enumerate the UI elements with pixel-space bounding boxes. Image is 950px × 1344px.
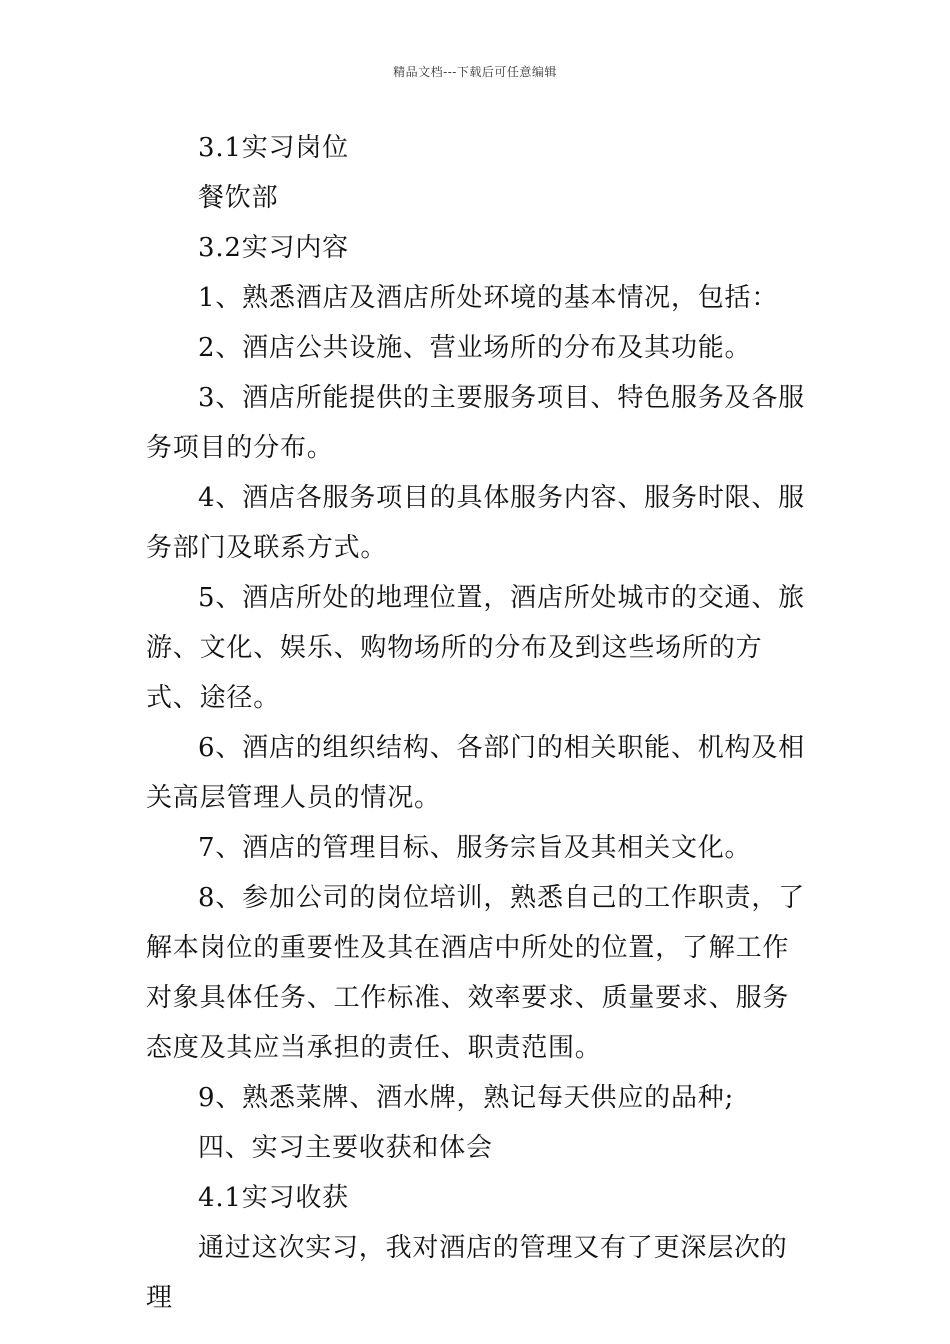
body-paragraph: 通过这次实习，我对酒店的管理又有了更深层次的理 <box>146 1233 788 1313</box>
list-item-3: 3、酒店所能提供的主要服务项目、特色服务及各服务项目的分布。 <box>146 383 805 463</box>
list-item-9: 9、熟悉菜牌、酒水牌，熟记每天供应的品种; <box>198 1083 735 1113</box>
list-item-1: 1、熟悉酒店及酒店所处环境的基本情况，包括： <box>198 283 779 313</box>
list-item-8: 8、参加公司的岗位培训，熟悉自己的工作职责，了解本岗位的重要性及其在酒店中所处的位置，了解工作对象具体任务、工作标准、效率要求、质量要求、服务态度及其应当承担的责任、职责范围。 <box>146 883 805 1063</box>
list-item-5: 5、酒店所处的地理位置，酒店所处城市的交通、旅游、文化、娱乐、购物场所的分布及到这些场所的方式、途径。 <box>146 583 805 713</box>
page-header: 精品文档---下载后可任意编辑 <box>393 65 557 79</box>
list-item-4: 4、酒店各服务项目的具体服务内容、服务时限、服务部门及联系方式。 <box>146 483 805 563</box>
section-heading-3-1: 3.1实习岗位 <box>198 133 349 163</box>
section-heading-4-1: 4.1实习收获 <box>198 1183 349 1213</box>
list-item-2: 2、酒店公共设施、营业场所的分布及其功能。 <box>198 333 752 363</box>
section-heading-3-2: 3.2实习内容 <box>198 233 349 263</box>
section-heading-4: 四、实习主要收获和体会 <box>198 1133 493 1163</box>
list-item-7: 7、酒店的管理目标、服务宗旨及其相关文化。 <box>198 833 752 863</box>
document-body <box>146 123 808 1323</box>
list-item-6: 6、酒店的组织结构、各部门的相关职能、机构及相关高层管理人员的情况。 <box>146 733 805 813</box>
department-text: 餐饮部 <box>198 183 279 213</box>
